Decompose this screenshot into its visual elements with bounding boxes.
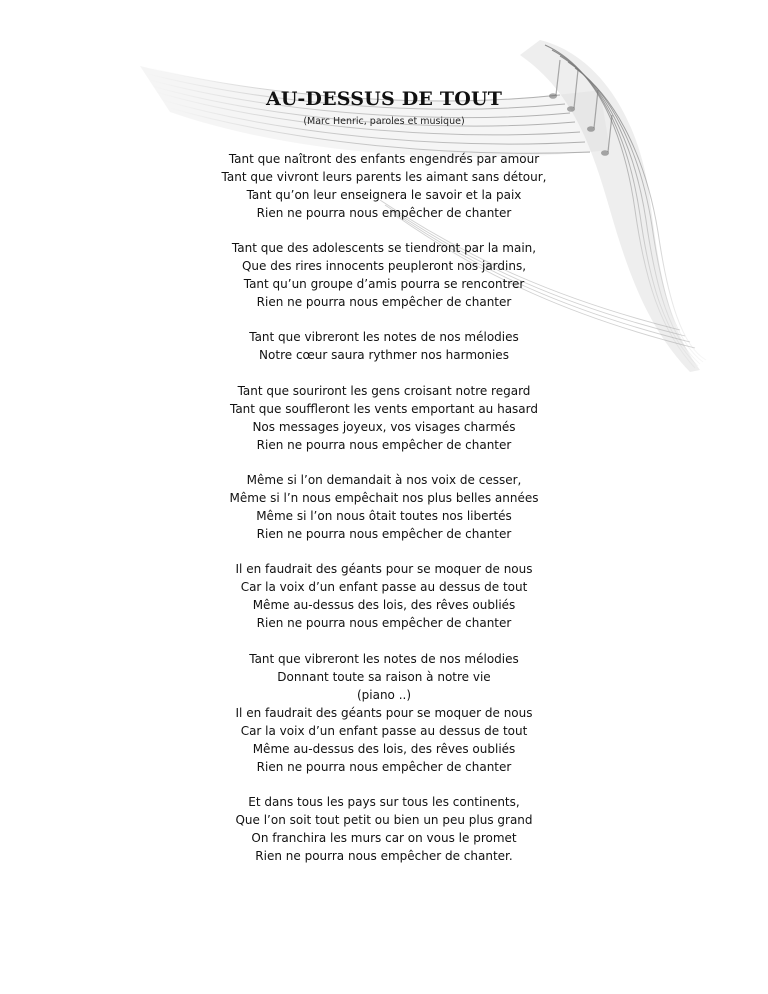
stanza-8: [0, 793, 768, 865]
stanza-7: [0, 650, 768, 776]
lyric-line: Notre cœur saura rythmer nos harmonies: [259, 348, 509, 362]
stanza-2: [0, 239, 768, 311]
song-title: AU-DESSUS DE TOUT: [265, 88, 503, 110]
stanza-5: [0, 471, 768, 543]
lyric-line: On franchira les murs car on vous le promet: [251, 831, 517, 845]
lyric-line: Donnant toute sa raison à notre vie: [277, 670, 491, 684]
lyric-line: Même si l’on nous ôtait toutes nos libertés: [256, 509, 512, 523]
stanza-4: [0, 382, 768, 454]
stanza-6: [0, 560, 768, 632]
lyric-line: Rien ne pourra nous empêcher de chanter: [256, 295, 512, 309]
lyric-line: Rien ne pourra nous empêcher de chanter: [256, 616, 512, 630]
lyric-line: Nos messages joyeux, vos visages charmés: [252, 420, 516, 434]
stanza-3: [0, 328, 768, 364]
lyric-line: Même si l’on demandait à nos voix de cesser,: [246, 473, 522, 487]
song-credits: (Marc Henric, paroles et musique): [303, 116, 465, 127]
lyric-line: Car la voix d’un enfant passe au dessus de tout: [240, 580, 528, 594]
lyric-line: Que l’on soit tout petit ou bien un peu plus grand: [235, 813, 533, 827]
lyric-line: Même au-dessus des lois, des rêves oubliés: [252, 598, 516, 612]
lyric-line: Tant que souriront les gens croisant notre regard: [237, 384, 531, 398]
lyric-line: Il en faudrait des géants pour se moquer de nous: [235, 706, 533, 720]
lyric-line: Rien ne pourra nous empêcher de chanter.: [255, 849, 513, 863]
lyric-line: Tant qu’un groupe d’amis pourra se rencontrer: [243, 277, 525, 291]
lyric-line: Tant que vibreront les notes de nos mélodies: [249, 330, 519, 344]
lyric-line: Tant que souffleront les vents emportant au hasard: [229, 402, 539, 416]
lyric-line: Car la voix d’un enfant passe au dessus de tout: [240, 724, 528, 738]
stanza-1: [0, 150, 768, 222]
lyric-line: Même si l’n nous empêchait nos plus belles années: [229, 491, 539, 505]
lyric-line: Tant que vibreront les notes de nos mélodies: [249, 652, 519, 666]
lyric-line: Rien ne pourra nous empêcher de chanter: [256, 527, 512, 541]
lyric-line: Même au-dessus des lois, des rêves oubliés: [252, 742, 516, 756]
lyric-line: (piano ..): [356, 688, 412, 702]
lyric-line: Il en faudrait des géants pour se moquer de nous: [235, 562, 533, 576]
lyric-line: Tant que des adolescents se tiendront par la main,: [231, 241, 537, 255]
lyric-line: Tant que vivront leurs parents les aimant sans détour,: [221, 170, 547, 184]
lyric-line: Et dans tous les pays sur tous les continents,: [248, 795, 520, 809]
lyric-line: Que des rires innocents peupleront nos jardins,: [241, 259, 527, 273]
lyric-line: Rien ne pourra nous empêcher de chanter: [256, 760, 512, 774]
lyric-line: Tant que naîtront des enfants engendrés par amour: [228, 152, 540, 166]
lyric-line: Rien ne pourra nous empêcher de chanter: [256, 438, 512, 452]
lyric-line: Tant qu’on leur enseignera le savoir et la paix: [246, 188, 522, 202]
lyric-line: Rien ne pourra nous empêcher de chanter: [256, 206, 512, 220]
